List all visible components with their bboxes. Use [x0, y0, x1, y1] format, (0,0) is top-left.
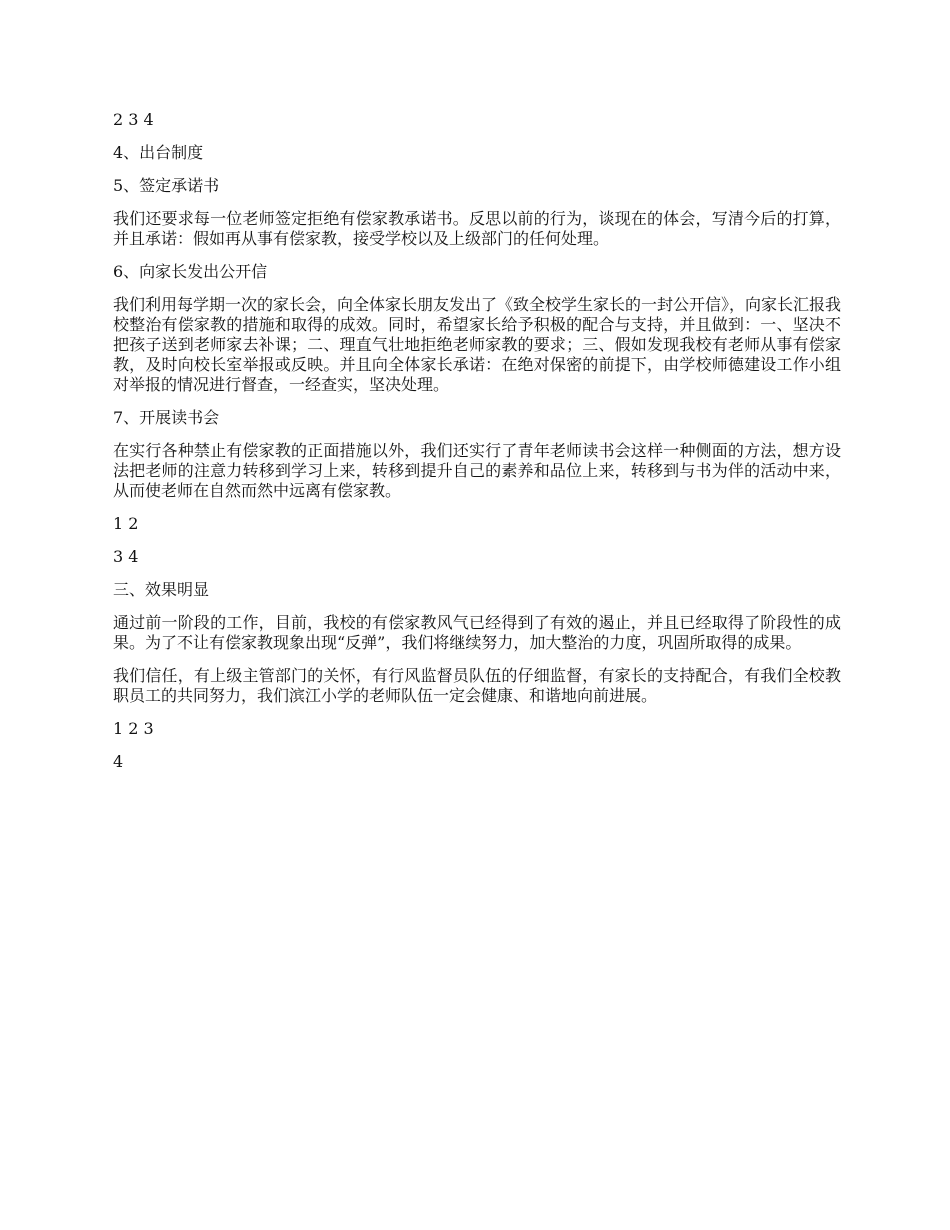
- body-paragraph: 我们信任，有上级主管部门的关怀，有行风监督员队伍的仔细监督，有家长的支持配合，有我们全校教职员工的共同努力，我们滨江小学的老师队伍一定会健康、和谐地向前进展。: [113, 666, 841, 705]
- body-paragraph: 通过前一阶段的工作，目前，我校的有偿家教风气已经得到了有效的遏止，并且已经取得了阶段性的成果。为了不让有偿家教现象出现“反弹”，我们将继续努力，加大整治的力度，巩固所取得的成果。: [113, 613, 841, 652]
- body-paragraph: 我们利用每学期一次的家长会，向全体家长朋友发出了《致全校学生家长的一封公开信》，向家长汇报我校整治有偿家教的措施和取得的成效。同时，希望家长给予积极的配合与支持，并且做到：一、坚决不把孩子送到老师家去补课；二、理直气壮地拒绝老师家教的要求；三、假如发现我校有老师从事有偿家教，及时向校长室举报或反映。并且向全体家长承诺：在绝对保密的前提下，由学校师德建设工作小组对举报的情况进行督查，一经查实，坚决处理。: [113, 295, 842, 394]
- section-heading: 7、开展读书会: [113, 408, 220, 427]
- body-paragraph: 在实行各种禁止有偿家教的正面措施以外，我们还实行了青年老师读书会这样一种侧面的方法，想方设法把老师的注意力转移到学习上来，转移到提升自己的素养和品位上来，转移到与书为伴的活动中来，从而使老师在自然而然中远离有偿家教。: [113, 441, 841, 500]
- section-heading: 三、效果明显: [113, 580, 210, 599]
- document-page: [113, 110, 841, 785]
- section-heading: 5、签定承诺书: [113, 176, 220, 195]
- page-number-line: 2 3 4: [113, 110, 154, 129]
- page-number-line: 3 4: [113, 547, 139, 566]
- page-number-line: 1 2: [113, 514, 139, 533]
- body-paragraph: 我们还要求每一位老师签定拒绝有偿家教承诺书。反思以前的行为，谈现在的体会，写清今后的打算，并且承诺：假如再从事有偿家教，接受学校以及上级部门的任何处理。: [113, 209, 841, 248]
- section-heading: 4、出台制度: [113, 143, 204, 162]
- section-heading: 6、向家长发出公开信: [113, 262, 268, 281]
- page-number-line: 4: [113, 752, 124, 771]
- page-number-line: 1 2 3: [113, 719, 154, 738]
